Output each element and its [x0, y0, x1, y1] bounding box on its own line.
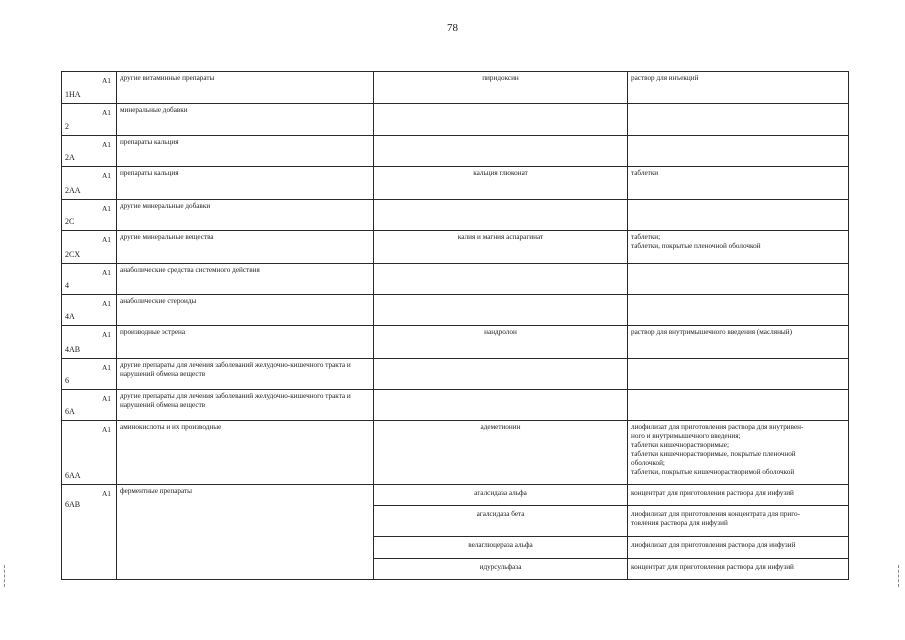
table-row — [62, 72, 849, 104]
dosage-form-cell — [628, 559, 849, 580]
atc-code-suffix: 4AB — [65, 345, 81, 354]
dosage-form-cell — [628, 295, 849, 326]
group-name-cell: другие минеральные вещества — [117, 231, 374, 264]
atc-code-cell — [62, 104, 117, 136]
dosage-form-line: оболочкой; — [631, 459, 665, 467]
group-name-cell: препараты кальция — [117, 136, 374, 167]
dosage-form-cell — [628, 506, 849, 537]
atc-code-cell — [62, 390, 117, 421]
atc-code-prefix: A1 — [101, 330, 111, 339]
dosage-form-line: ного и внутримышечного введения; — [631, 432, 741, 440]
atc-code-prefix: A1 — [101, 108, 111, 117]
left-margin-mark — [4, 565, 6, 587]
table-row — [62, 264, 849, 295]
dosage-form-line: таблетки — [631, 169, 659, 177]
atc-code-prefix: A1 — [101, 268, 111, 277]
substance-cell — [374, 200, 628, 231]
substance-cell — [374, 264, 628, 295]
atc-code-prefix: A1 — [101, 171, 111, 180]
substance-cell: адеметионин — [374, 421, 628, 485]
atc-code-prefix: A1 — [101, 425, 111, 434]
group-name-cell: другие витаминные препараты — [117, 72, 374, 104]
atc-code-suffix: 2A — [65, 153, 75, 162]
atc-code-suffix: 2CX — [65, 250, 81, 259]
group-name-cell: другие препараты для лечения заболеваний желудочно-кишечного тракта и нарушений обмена веществ — [117, 390, 374, 421]
atc-code-suffix: 6A — [65, 407, 75, 416]
atc-code-suffix: 2 — [65, 122, 69, 131]
substance-cell: кальция глюконат — [374, 167, 628, 200]
group-name-cell: минеральные добавки — [117, 104, 374, 136]
substance-cell: идурсульфаза — [374, 559, 628, 580]
substance-cell: калия и магния аспарагинат — [374, 231, 628, 264]
atc-code-suffix: 2C — [65, 217, 75, 226]
atc-code-cell — [62, 295, 117, 326]
table-row — [62, 200, 849, 231]
substance-cell: агалсидаза альфа — [374, 485, 628, 506]
atc-code-prefix: A1 — [101, 140, 111, 149]
atc-code-cell — [62, 136, 117, 167]
table-row — [62, 485, 849, 506]
dosage-form-cell — [628, 167, 849, 200]
table-row — [62, 359, 849, 390]
atc-code-cell — [62, 485, 117, 580]
table-row — [62, 390, 849, 421]
table-body — [62, 72, 849, 580]
atc-code-suffix: 6AA — [65, 471, 81, 480]
table-row — [62, 295, 849, 326]
dosage-form-cell — [628, 136, 849, 167]
dosage-form-line: концентрат для приготовления раствора для инфузий — [631, 489, 794, 497]
atc-code-prefix: A1 — [101, 76, 111, 85]
group-name-cell: другие минеральные добавки — [117, 200, 374, 231]
atc-code-prefix: A1 — [101, 299, 111, 308]
atc-code-suffix: 6 — [65, 376, 69, 385]
dosage-form-cell — [628, 537, 849, 559]
drug-table — [61, 71, 849, 580]
atc-code-cell — [62, 264, 117, 295]
substance-cell — [374, 390, 628, 421]
atc-code-cell — [62, 167, 117, 200]
dosage-form-cell — [628, 359, 849, 390]
dosage-form-cell — [628, 390, 849, 421]
atc-code-suffix: 4 — [65, 281, 69, 290]
right-margin-mark — [898, 565, 900, 587]
substance-cell: пиридоксин — [374, 72, 628, 104]
atc-code-prefix: A1 — [101, 394, 111, 403]
atc-code-cell — [62, 231, 117, 264]
dosage-form-line: лиофилизат для приготовления концентрата для приго- — [631, 510, 801, 518]
atc-code-cell — [62, 200, 117, 231]
group-name-cell: препараты кальция — [117, 167, 374, 200]
group-name-cell: анаболические средства системного действия — [117, 264, 374, 295]
table-row — [62, 326, 849, 359]
atc-code-cell — [62, 421, 117, 485]
dosage-form-line: раствор для инъекций — [631, 74, 699, 82]
atc-code-suffix: 4A — [65, 312, 75, 321]
substance-cell — [374, 136, 628, 167]
dosage-form-line: лиофилизат для приготовления раствора для инфузий — [631, 541, 796, 549]
dosage-form-cell — [628, 485, 849, 506]
substance-cell: агалсидаза бета — [374, 506, 628, 537]
atc-code-suffix: 1HA — [65, 90, 81, 99]
atc-code-suffix: 2AA — [65, 186, 81, 195]
dosage-form-cell — [628, 104, 849, 136]
table-row — [62, 136, 849, 167]
substance-cell — [374, 359, 628, 390]
table-row — [62, 167, 849, 200]
atc-code-cell — [62, 359, 117, 390]
dosage-form-line: таблетки; — [631, 233, 661, 241]
dosage-form-cell — [628, 231, 849, 264]
group-name-cell: ферментные препараты — [117, 485, 374, 580]
atc-code-prefix: A1 — [101, 235, 111, 244]
dosage-form-line: раствор для внутримышечного введения (масляный) — [631, 328, 792, 336]
table-row — [62, 421, 849, 485]
page-number: 78 — [447, 22, 458, 34]
dosage-form-line: товления раствора для инфузий — [631, 519, 728, 527]
dosage-form-cell — [628, 200, 849, 231]
dosage-form-cell — [628, 72, 849, 104]
group-name-cell: аминокислоты и их производные — [117, 421, 374, 485]
dosage-form-line: концентрат для приготовления раствора для инфузий — [631, 563, 794, 571]
table-row — [62, 231, 849, 264]
dosage-form-line: таблетки, покрытые кишечнорастворимой оболочкой — [631, 468, 795, 476]
atc-code-cell — [62, 72, 117, 104]
substance-cell — [374, 104, 628, 136]
atc-code-prefix: A1 — [101, 204, 111, 213]
substance-cell: нандролон — [374, 326, 628, 359]
substance-cell: велаглюцераза альфа — [374, 537, 628, 559]
atc-code-suffix: 6AB — [65, 500, 81, 509]
dosage-form-cell — [628, 264, 849, 295]
dosage-form-line: таблетки кишечнорастворимые, покрытые пленочной — [631, 450, 796, 458]
dosage-form-line: таблетки кишечнорастворимые; — [631, 441, 729, 449]
atc-code-cell — [62, 326, 117, 359]
atc-code-prefix: A1 — [101, 489, 111, 498]
dosage-form-line: лиофилизат для приготовления раствора для внутривен- — [631, 423, 804, 431]
group-name-cell: производные эстрена — [117, 326, 374, 359]
dosage-form-cell — [628, 326, 849, 359]
table-row — [62, 104, 849, 136]
dosage-form-line: таблетки, покрытые пленочной оболочкой — [631, 242, 761, 250]
atc-code-prefix: A1 — [101, 363, 111, 372]
dosage-form-cell — [628, 421, 849, 485]
group-name-cell: другие препараты для лечения заболеваний желудочно-кишечного тракта и нарушений обмена веществ — [117, 359, 374, 390]
group-name-cell: анаболические стероиды — [117, 295, 374, 326]
substance-cell — [374, 295, 628, 326]
